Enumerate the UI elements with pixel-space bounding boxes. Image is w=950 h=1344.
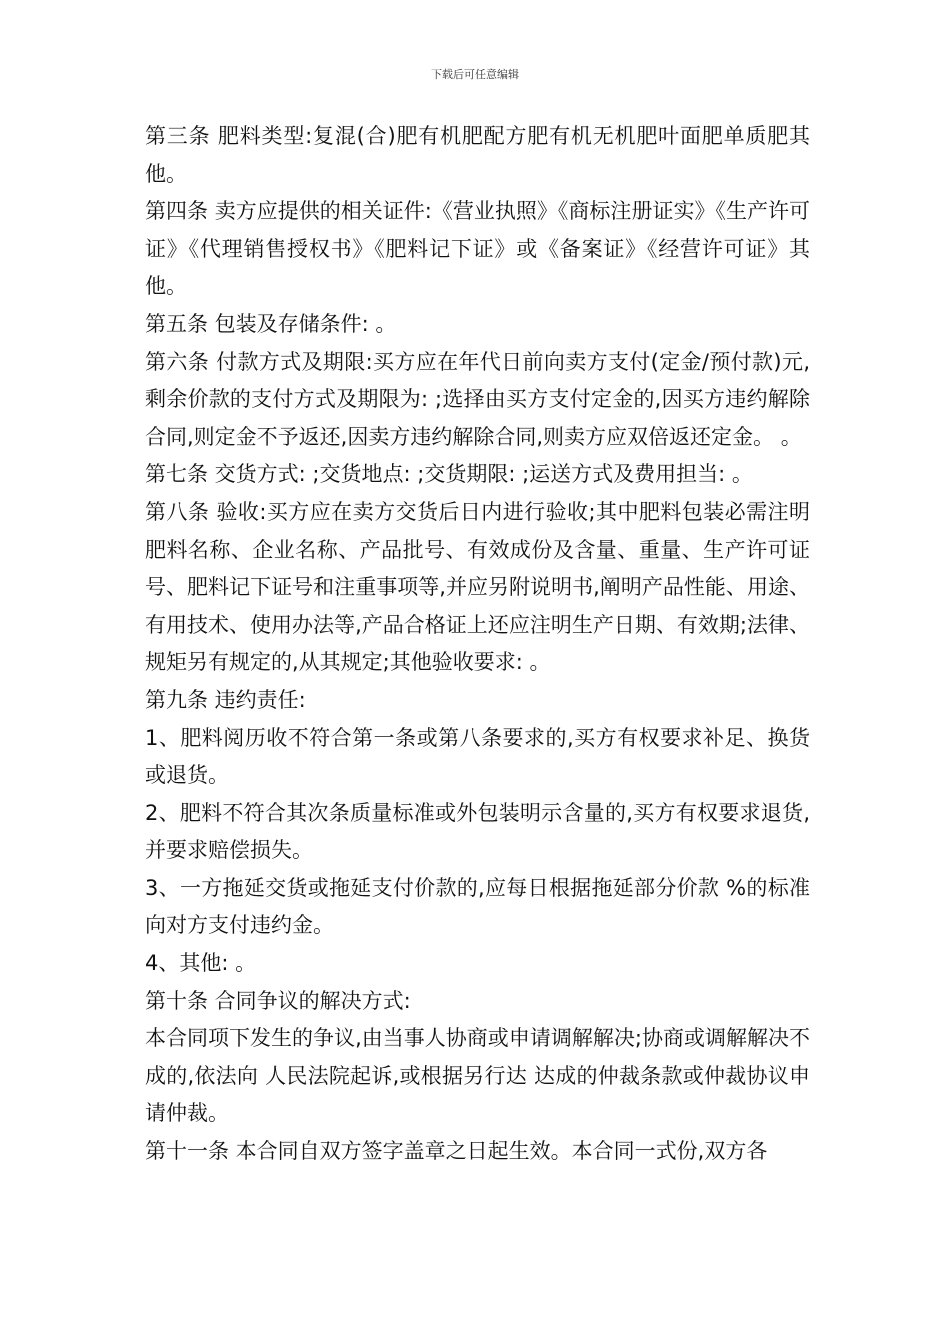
- paragraph-article-8: 第八条 验收:买方应在卖方交货后日内进行验收;其中肥料包装必需注明肥料名称、企业名称、产品批号、有效成份及含量、重量、生产许可证号、肥料记下证号和注重事项等,并应另附说明书,阐明产品性能、用途、有用技术、使用办法等,产品合格证上还应注明生产日期、有效期;法律、规矩另有规定的,从其规定;其他验收要求: 。: [145, 499, 810, 675]
- page-header: 下载后可任意编辑: [431, 68, 519, 81]
- paragraph-liability-4: 4、其他: 。: [145, 951, 257, 976]
- paragraph-article-9: 第九条 违约责任:: [145, 687, 306, 712]
- paragraph-article-10: 第十条 合同争议的解决方式:: [145, 988, 411, 1013]
- paragraph-article-6: 第六条 付款方式及期限:买方应在年代日前向卖方支付(定金/预付款)元,剩余价款的支付方式及期限为: ;选择由买方支付定金的,因买方违约解除合同,则定金不予返还,因卖方违约解除合同,则卖方应双倍返还定金。 。: [145, 349, 810, 449]
- paragraph-liability-2: 2、肥料不符合其次条质量标准或外包装明示含量的,买方有权要求退货,并要求赔偿损失。: [145, 800, 810, 863]
- paragraph-article-3: 第三条 肥料类型:复混(合)肥有机肥配方肥有机无机肥叶面肥单质肥其他。: [145, 124, 810, 186]
- paragraph-article-7: 第七条 交货方式: ;交货地点: ;交货期限: ;运送方式及费用担当: 。: [145, 462, 753, 487]
- paragraph-article-11: 第十一条 本合同自双方签字盖章之日起生效。本合同一式份,双方各: [145, 1139, 768, 1164]
- paragraph-article-5: 第五条 包装及存储条件: 。: [145, 311, 397, 336]
- paragraph-article-4: 第四条 卖方应提供的相关证件:《营业执照》《商标注册证实》《生产许可证》《代理销售授权书》《肥料记下证》或《备案证》《经营许可证》其他。: [145, 199, 810, 299]
- paragraph-liability-3: 3、一方拖延交货或拖延支付价款的,应每日根据拖延部分价款 %的标准向对方支付违约金。: [145, 875, 810, 938]
- paragraph-liability-1: 1、肥料阅历收不符合第一条或第八条要求的,买方有权要求补足、换货或退货。: [145, 725, 810, 788]
- document-body: [145, 118, 810, 1171]
- paragraph-dispute-resolution: 本合同项下发生的争议,由当事人协商或申请调解解决;协商或调解解决不成的,依法向 人民法院起诉,或根据另行达 达成的仲裁条款或仲裁协议申请仲裁。: [145, 1026, 810, 1126]
